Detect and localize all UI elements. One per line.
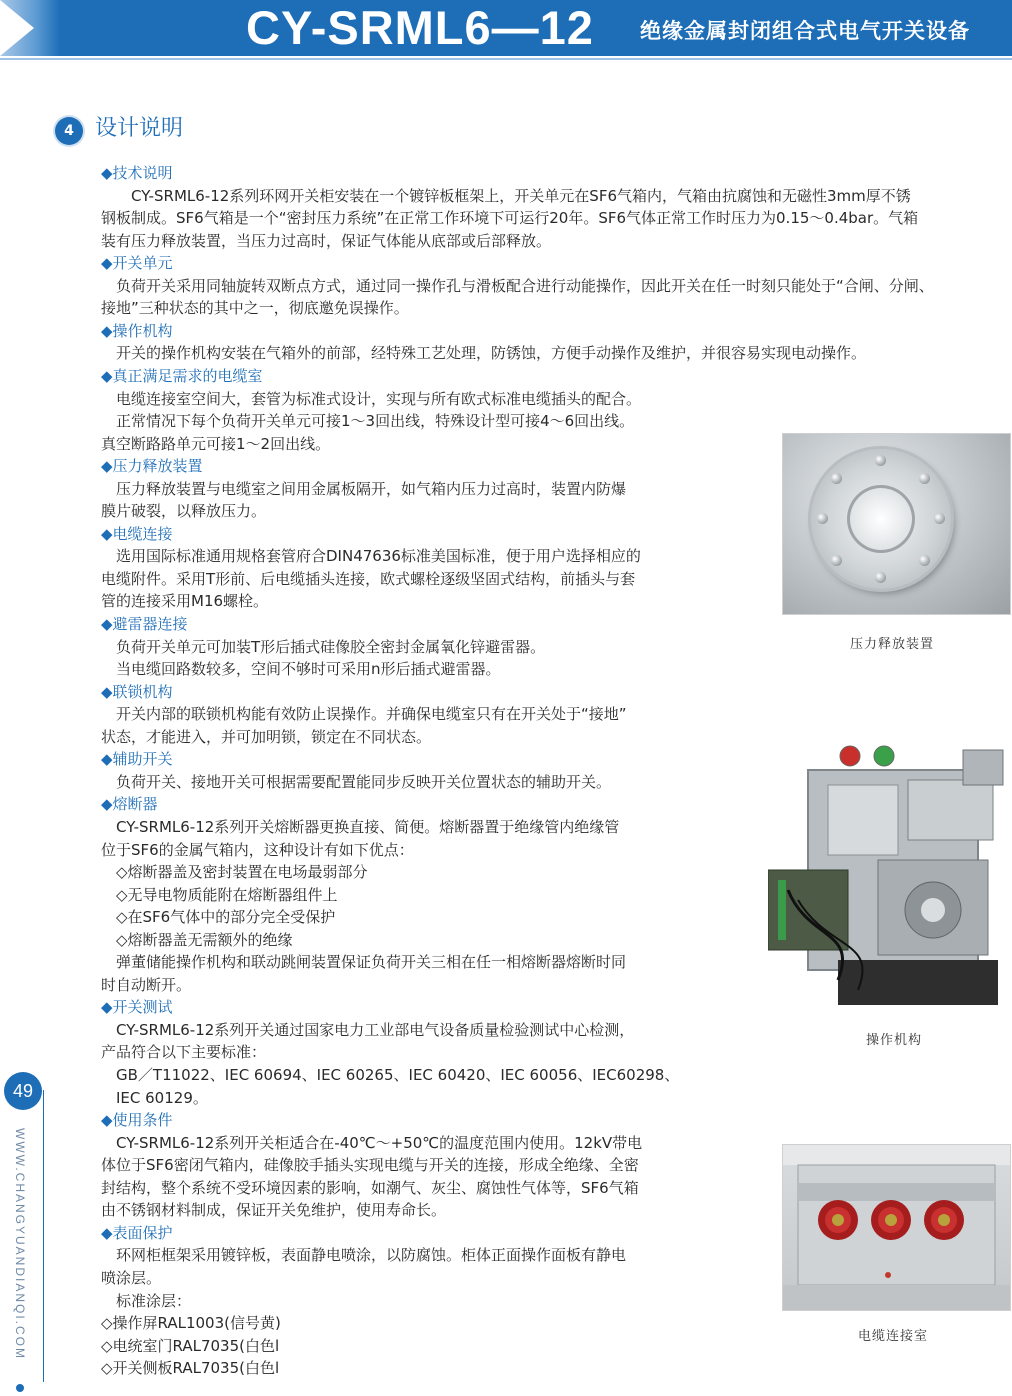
bolt xyxy=(831,473,842,484)
body-line: CY-SRML6-12系列环网开关柜安装在一个镀锌板框架上，开关单元在SF6气箱内，气箱由抗腐蚀和无磁性3mm厚不锈 xyxy=(101,187,911,205)
body-line: 产品符合以下主要标准： xyxy=(101,1043,267,1061)
pressure-relief-photo xyxy=(782,433,1011,615)
side-dot xyxy=(16,1384,24,1392)
body-line: ◇操作屏RAL1003(信号黄) xyxy=(101,1314,281,1332)
body-line: 真空断路路单元可接1～2回出线。 xyxy=(101,435,331,453)
body-line: 钢板制成。SF6气箱是一个“密封压力系统”在正常工作环境下可运行20年。SF6气体正常工作时压力为0.15～0.4bar。气箱 xyxy=(101,209,919,227)
product-title: CY-SRML6—12 xyxy=(246,1,594,54)
body-line: CY-SRML6-12系列开关通过国家电力工业部电气设备质量检验测试中心检测， xyxy=(101,1021,635,1039)
body-line: ◇电统室门RAL7035(白色l xyxy=(101,1337,280,1355)
page-number: 49 xyxy=(4,1072,42,1110)
body-line: ◇熔断器盖及密封装置在电场最弱部分 xyxy=(101,863,368,881)
body-line: IEC 60129。 xyxy=(101,1089,208,1107)
body-line: 装有压力释放装置，当压力过高时，保证气体能从底部或后部释放。 xyxy=(101,232,552,250)
body-line: 状态，才能进入，并可加明锁，锁定在不同状态。 xyxy=(101,728,432,746)
flange-disc xyxy=(811,449,951,589)
body-line: 位于SF6的金属气箱内，这种设计有如下优点： xyxy=(101,841,414,859)
subsection-heading: ◆熔断器 xyxy=(101,795,158,813)
caption-pressure-relief: 压力释放装置 xyxy=(850,637,935,652)
body-line: 标准涂层： xyxy=(101,1292,192,1310)
subsection-heading: ◆避雷器连接 xyxy=(101,615,188,633)
bolt xyxy=(831,555,842,566)
body-line: 体位于SF6密闭气箱内，硅像胶手插头实现电缆与开关的连接，形成全绝缘、全密 xyxy=(101,1156,639,1174)
body-line: 选用国际标准通用规格套管府合DIN47636标准美国标准，便于用户选择相应的 xyxy=(101,547,641,565)
bolt xyxy=(875,572,886,583)
subsection-heading: ◆操作机构 xyxy=(101,322,173,340)
bolt xyxy=(919,555,930,566)
body-line: ◇无导电物质能附在熔断器组件上 xyxy=(101,886,338,904)
body-line: ◇熔断器盖无需额外的绝缘 xyxy=(101,931,293,949)
mechanism-illustration xyxy=(768,740,1011,1008)
body-line: 压力释放装置与电缆室之间用金属板隔开，如气箱内压力过高时，装置内防爆 xyxy=(101,480,627,498)
subsection-heading: ◆压力释放装置 xyxy=(101,457,203,475)
body-line: 负荷开关采用同轴旋转双断点方式，通过同一操作孔与滑板配合进行动能操作，因此开关在任一时刻只能处于“合闸、分闸、 xyxy=(101,277,934,295)
body-line: 电缆附件。采用T形前、后电缆插头连接，欧式螺栓逐级坚固式结构，前插头与套 xyxy=(101,570,636,588)
body-line: 开关的操作机构安装在气箱外的前部，经特殊工艺处理，防锈蚀，方便手动操作及维护，并很容易实现电动操作。 xyxy=(101,344,867,362)
body-line: 开关内部的联锁机构能有效防止误操作。并确保电缆室只有在开关处于“接地” xyxy=(101,705,627,723)
body-line: 管的连接采用M16螺栓。 xyxy=(101,592,269,610)
cable-compartment-photo xyxy=(782,1144,1011,1311)
subsection-heading: ◆辅助开关 xyxy=(101,750,173,768)
bolt xyxy=(817,513,828,524)
subsection-heading: ◆使用条件 xyxy=(101,1111,173,1129)
bolt xyxy=(919,473,930,484)
cable-compartment-illustration xyxy=(783,1145,1010,1310)
body-line: 负荷开关单元可加装T形后插式硅像胶全密封金属氧化锌避雷器。 xyxy=(101,638,546,656)
caption-cable-compartment: 电缆连接室 xyxy=(858,1329,929,1344)
body-line: ◇开关侧板RAL7035(白色l xyxy=(101,1359,280,1377)
website-url: WWW.CHANGYUANDIANQI.COM xyxy=(13,1128,27,1360)
body-line: 电缆连接室空间大，套管为标准式设计，实现与所有欧式标准电缆插头的配合。 xyxy=(101,390,642,408)
subsection-heading: ◆技术说明 xyxy=(101,164,173,182)
subsection-heading: ◆真正满足需求的电缆室 xyxy=(101,367,263,385)
section-number-badge: 4 xyxy=(55,117,83,145)
body-line: ◇在SF6气体中的部分完全受保护 xyxy=(101,908,336,926)
bolt xyxy=(875,455,886,466)
body-line: 时自动断开。 xyxy=(101,976,192,994)
subsection-heading: ◆开关测试 xyxy=(101,998,173,1016)
product-subtitle: 绝缘金属封闭组合式电气开关设备 xyxy=(640,19,970,43)
subsection-heading: ◆联锁机构 xyxy=(101,683,173,701)
body-line: 接地”三种状态的其中之一，彻底邀免误操作。 xyxy=(101,299,409,317)
body-line: 当电缆回路数较多，空间不够时可采用n形后插式避雷器。 xyxy=(101,660,501,678)
header-arrow-notch xyxy=(0,0,34,56)
operating-mechanism-photo xyxy=(768,740,1011,1008)
body-line: 封结构，整个系统不受环境因素的影响，如潮气、灰尘、腐蚀性气体等，SF6气箱 xyxy=(101,1179,639,1197)
subsection-heading: ◆开关单元 xyxy=(101,254,173,272)
side-rule xyxy=(43,1090,44,1382)
body-line: 弹董储能操作机构和联动跳闸装置保证负荷开关三相在任一相熔断器熔断时同 xyxy=(101,953,627,971)
bolt xyxy=(934,513,945,524)
body-line: 喷涂层。 xyxy=(101,1269,162,1287)
body-line: CY-SRML6-12系列开关熔断器更换直接、简便。熔断器置于绝缘管内绝缘管 xyxy=(101,818,620,836)
caption-operating-mechanism: 操作机构 xyxy=(866,1033,923,1048)
header-bar xyxy=(0,0,1012,56)
body-line: 由不锈钢材料制成，保证开关免维护，使用寿命长。 xyxy=(101,1201,447,1219)
body-line: 环网柜框架采用镀锌板，表面静电喷涂，以防腐蚀。柜体正面操作面板有静电 xyxy=(101,1246,627,1264)
header-underline xyxy=(0,58,1012,60)
subsection-heading: ◆电缆连接 xyxy=(101,525,173,543)
body-line: CY-SRML6-12系列开关柜适合在-40℃～+50℃的温度范围内使用。12kV带电 xyxy=(101,1134,643,1152)
body-line: 膜片破裂，以释放压力。 xyxy=(101,502,267,520)
body-line: 正常情况下每个负荷开关单元可接1～3回出线，特殊设计型可接4～6回出线。 xyxy=(101,412,635,430)
body-line: GB／T11022、IEC 60694、IEC 60265、IEC 60420、IEC 60056、IEC60298、 xyxy=(101,1066,680,1084)
section-title: 设计说明 xyxy=(95,116,184,141)
subsection-heading: ◆表面保护 xyxy=(101,1224,173,1242)
body-line: 负荷开关、接地开关可根据需要配置能同步反映开关位置状态的辅助开关。 xyxy=(101,773,612,791)
sight-glass xyxy=(847,485,915,553)
